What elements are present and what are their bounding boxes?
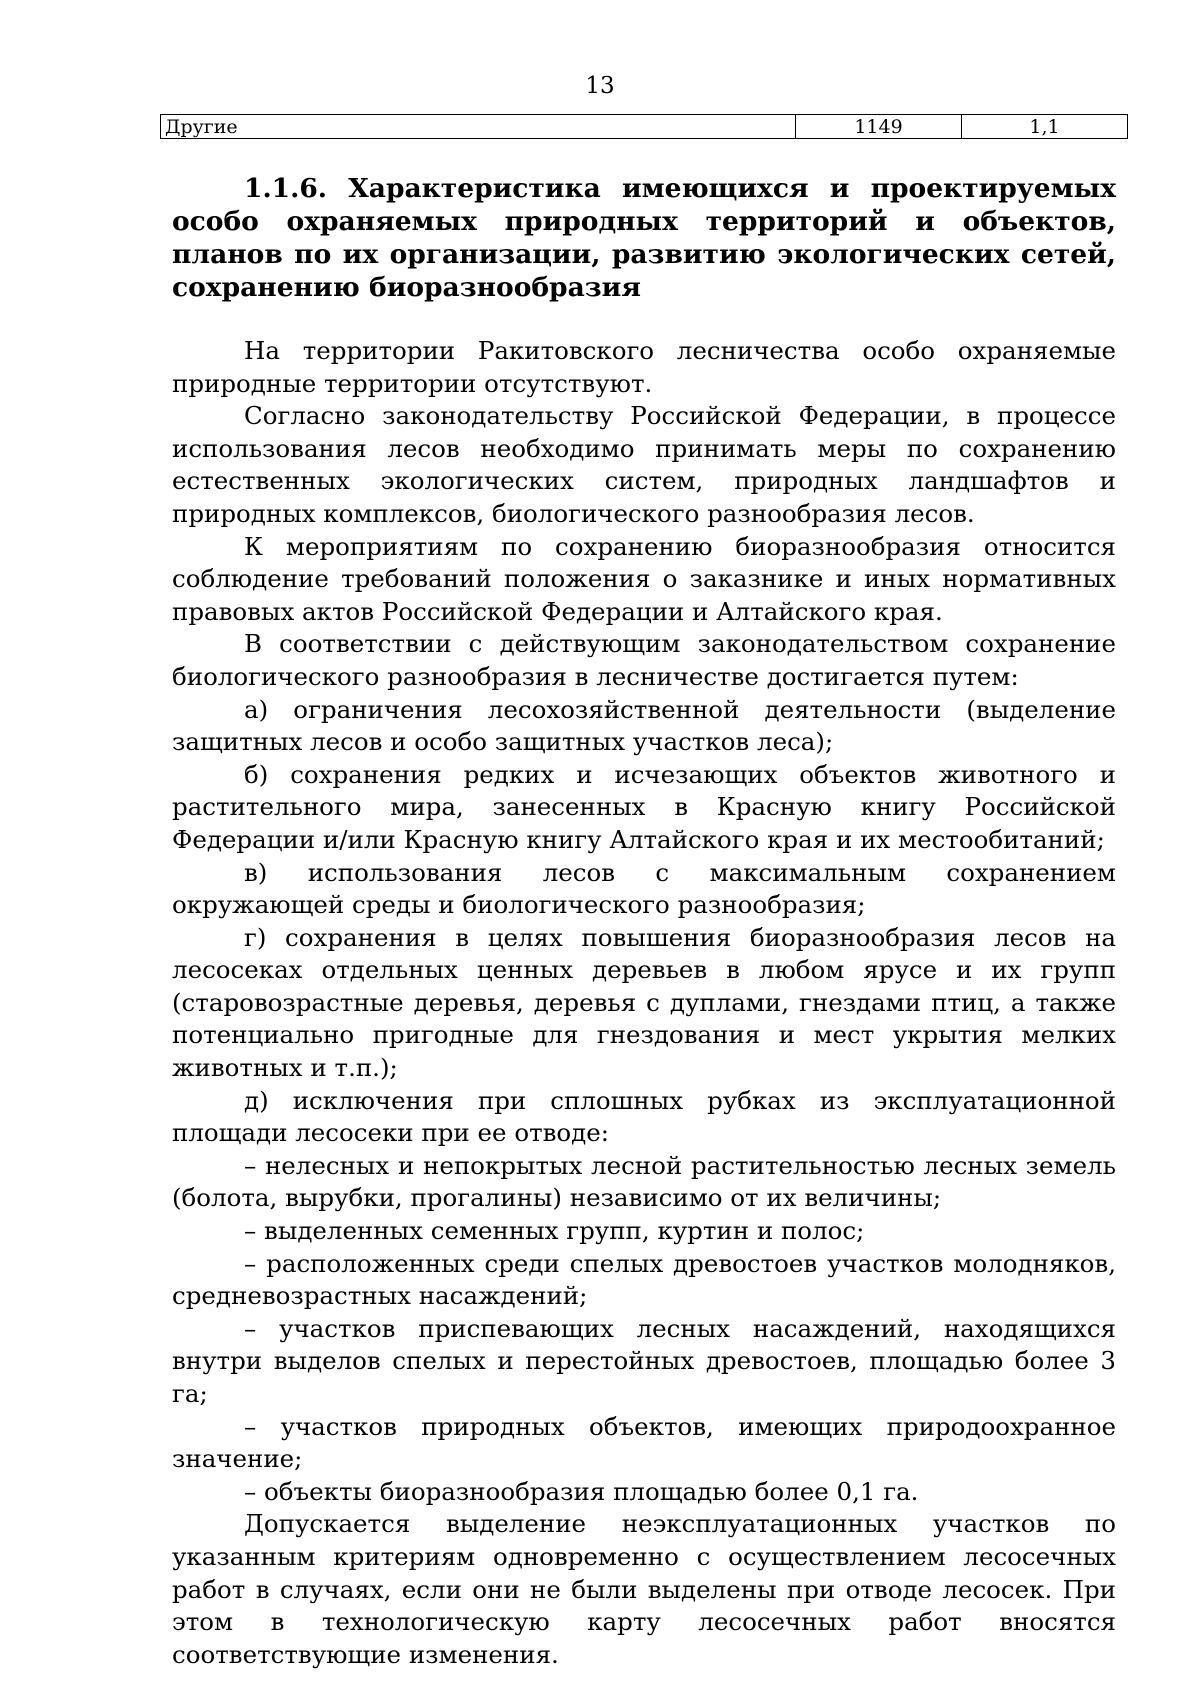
table-cell-share: 1,1 <box>962 115 1128 139</box>
section-number: 1.1.6. <box>244 173 327 204</box>
body-text <box>172 335 1116 1671</box>
sub-list-item: – участков природных объектов, имеющих природоохранное значение; <box>172 1411 1116 1474</box>
list-item: г) сохранения в целях повышения биоразнообразия лесов на лесосеках отдельных ценных деревьев в любом ярусе и их групп (старовозрастные деревья, деревья с дуплами, гнездами птиц, а также потенциально пригодные для гнездования и мест укрытия мелких животных и т.п.); <box>172 922 1116 1083</box>
continuation-table <box>160 114 1128 139</box>
table-row <box>161 115 1128 139</box>
section-heading <box>172 172 1116 304</box>
sub-list-item: – выделенных семенных групп, куртин и полос; <box>244 1216 865 1246</box>
paragraph: К мероприятиям по сохранению биоразнообразия относится соблюдение требований положения о заказнике и иных нормативных правовых актов Российской Федерации и Алтайского края. <box>172 531 1116 626</box>
sub-list-item: – объекты биоразнообразия площадью более 0,1 га. <box>244 1476 919 1506</box>
table-cell-count: 1149 <box>796 115 962 139</box>
page-number: 13 <box>585 73 615 99</box>
list-item: в) использования лесов с максимальным сохранением окружающей среды и биологического разнообразия; <box>172 857 1116 920</box>
paragraph: Согласно законодательству Российской Федерации, в процессе использования лесов необходимо принимать меры по сохранению естественных экологических систем, природных ландшафтов и природных комплексов, биологического разнообразия лесов. <box>172 401 1116 528</box>
section-title: Характеристика имеющихся и проектируемых особо охраняемых природных территорий и объектов, планов по их организации, развитию экологических сетей, сохранению биоразнообразия <box>172 173 1117 303</box>
paragraph: На территории Ракитовского лесничества особо охраняемые природные территории отсутствуют. <box>172 336 1116 398</box>
sub-list-item: – нелесных и непокрытых лесной растительностью лесных земель (болота, вырубки, прогалины) независимо от их величины; <box>172 1150 1116 1213</box>
list-item: д) исключения при сплошных рубках из эксплуатационной площади лесосеки при ее отводе: <box>172 1085 1116 1148</box>
paragraph: Допускается выделение неэксплуатационных участков по указанным критериям одновременно с осуществлением лесосечных работ в случаях, если они не были выделены при отводе лесосек. При этом в технологическую карту лесосечных работ вносятся соответствующие изменения. <box>172 1509 1116 1669</box>
table-cell-label: Другие <box>161 115 796 139</box>
list-item: а) ограничения лесохозяйственной деятельности (выделение защитных лесов и особо защитных участков леса); <box>172 694 1116 757</box>
sub-list-item: – расположенных среди спелых древостоев участков молодняков, средневозрастных насаждений; <box>172 1248 1116 1311</box>
sub-list-item: – участков приспевающих лесных насаждений, находящихся внутри выделов спелых и перестойных древостоев, площадью более 3 га; <box>172 1313 1116 1408</box>
paragraph: В соответствии с действующим законодательством сохранение биологического разнообразия в лесничестве достигается путем: <box>172 629 1116 691</box>
list-item: б) сохранения редких и исчезающих объектов животного и растительного мира, занесенных в Красную книгу Российской Федерации и/или Красную книгу Алтайского края и их местообитаний; <box>172 759 1116 854</box>
